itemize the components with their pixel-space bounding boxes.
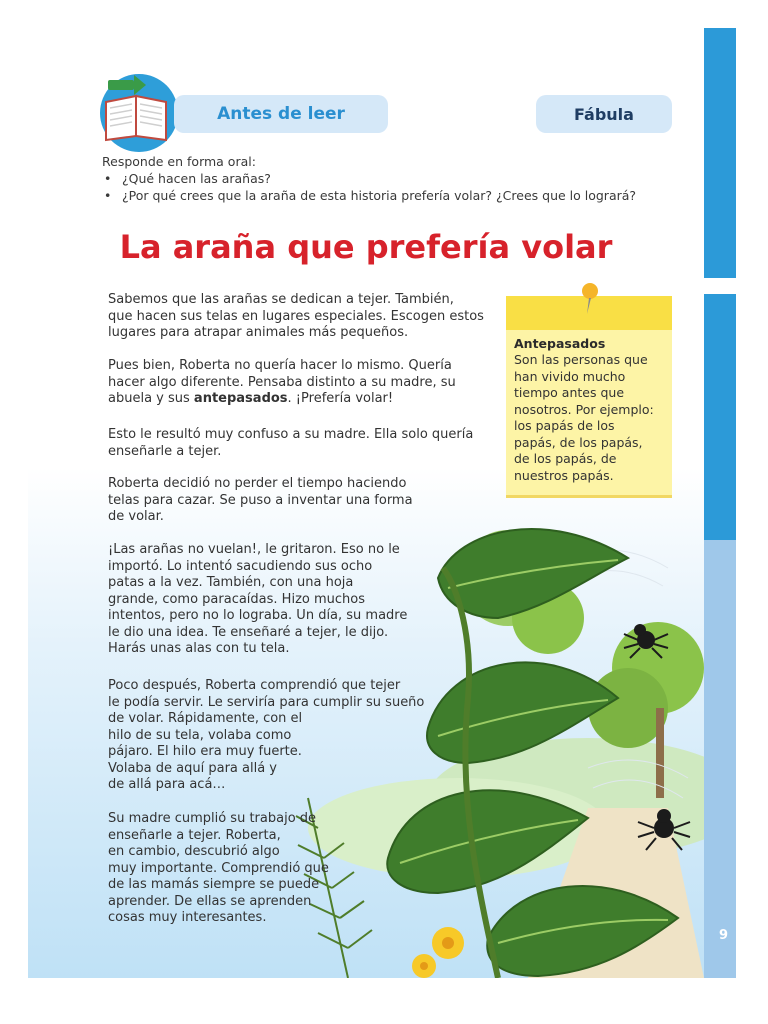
glossary-note: [506, 296, 672, 498]
story-paragraph: Sabemos que las arañas se dedican a tejer. También, que hacen sus telas en lugares especiales. Escogen estos lugares para atrapar animales más pequeños.: [108, 292, 484, 340]
side-tab-top: [704, 28, 736, 278]
textbook-page: [28, 28, 736, 978]
paragraph-tail: . ¡Prefería volar!: [287, 391, 394, 406]
instruction: Responde en forma oral:: [102, 154, 256, 169]
section-label: Antes de leer: [174, 95, 388, 133]
story-paragraph: [108, 358, 488, 408]
pre-reading-questions: [102, 153, 702, 204]
side-tab-bottom: [704, 540, 736, 978]
story-paragraph: Roberta decidió no perder el tiempo haciendo telas para cazar. Se puso a inventar una forma de volar.: [108, 476, 413, 524]
story-title: La araña que prefería volar: [119, 228, 613, 266]
story-paragraph: Su madre cumplió su trabajo de enseñarle a tejer. Roberta, en cambio, descubrió algo muy importante. Comprendió que de las mamás siempre se puede aprender. De ellas se aprenden cosas muy interesantes.: [108, 811, 329, 925]
page-number: 9: [718, 928, 728, 943]
pushpin-icon: [580, 282, 600, 316]
story-paragraph: Esto le resultó muy confuso a su madre. Ella solo quería enseñarle a tejer.: [108, 427, 474, 459]
question-item: • ¿Qué hacen las arañas?: [102, 170, 702, 187]
glossary-term: Antepasados: [514, 336, 606, 351]
genre-label: Fábula: [536, 95, 672, 133]
book-icon: [100, 74, 178, 152]
paragraph-text: Pues bien, Roberta no quería hacer lo mismo. Quería hacer algo diferente. Pensaba distinto a su madre, su abuela y sus: [108, 358, 456, 406]
arrow-icon: [108, 75, 146, 95]
question-item: • ¿Por qué crees que la araña de esta historia prefería volar? ¿Crees que lo logrará?: [102, 187, 702, 204]
glossary-term-inline: antepasados: [193, 391, 288, 406]
story-paragraph: Poco después, Roberta comprendió que tejer le podía servir. Le serviría para cumplir su sueño de volar. Rápidamente, con el hilo de su tela, volaba como pájaro. El hilo era muy fuerte. Volaba de aquí para allá y de allá para acá…: [108, 678, 425, 792]
book-badge: [100, 74, 178, 152]
side-tab-middle: [704, 294, 736, 540]
glossary-definition: Son las personas que han vivido mucho tiempo antes que nosotros. Por ejemplo: los papás de los papás, de los papás, de los papás, de nuestros papás.: [514, 352, 654, 483]
story-paragraph: ¡Las arañas no vuelan!, le gritaron. Eso no le importó. Lo intentó sacudiendo sus ocho patas a la vez. También, con una hoja grande, como paracaídas. Hizo muchos intentos, pero no lo lograba. Un día, su madre le dio una idea. Te enseñaré a tejer, le dijo. Harás unas alas con tu tela.: [108, 542, 408, 656]
